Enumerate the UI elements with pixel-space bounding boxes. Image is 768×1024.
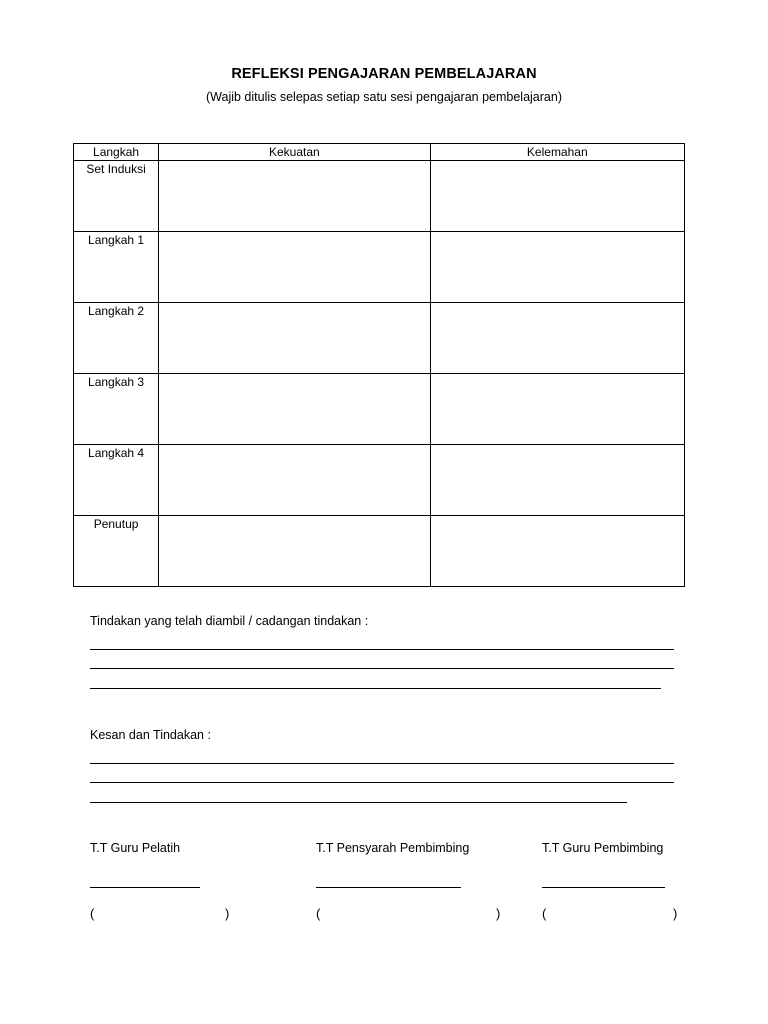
impressions-line-3[interactable] <box>90 802 627 803</box>
weakness-cell[interactable] <box>430 161 684 232</box>
actions-label: Tindakan yang telah diambil / cadangan tindakan : <box>90 614 369 628</box>
document-title: REFLEKSI PENGAJARAN PEMBELAJARAN <box>231 66 537 82</box>
weakness-cell[interactable] <box>430 374 684 445</box>
header-kekuatan: Kekuatan <box>159 144 430 161</box>
step-cell: Langkah 3 <box>74 374 159 445</box>
step-cell: Langkah 2 <box>74 303 159 374</box>
signature-line-lecturer[interactable] <box>316 887 461 888</box>
weakness-cell[interactable] <box>430 303 684 374</box>
actions-line-2[interactable] <box>90 668 674 669</box>
table-row <box>74 445 685 516</box>
reflection-table <box>73 143 685 587</box>
table-row <box>74 374 685 445</box>
name-open-paren-lecturer: ( <box>316 906 321 921</box>
step-cell: Langkah 1 <box>74 232 159 303</box>
name-open-paren-trainee: ( <box>90 906 95 921</box>
strength-cell[interactable] <box>159 161 430 232</box>
header-kelemahan: Kelemahan <box>430 144 684 161</box>
signature-label-trainee: T.T Guru Pelatih <box>90 841 181 855</box>
name-close-paren-lecturer: ) <box>496 906 501 921</box>
weakness-cell[interactable] <box>430 516 684 587</box>
impressions-label: Kesan dan Tindakan : <box>90 728 211 742</box>
document-subtitle: (Wajib ditulis selepas setiap satu sesi pengajaran pembelajaran) <box>206 90 562 104</box>
weakness-cell[interactable] <box>430 445 684 516</box>
actions-line-1[interactable] <box>90 649 674 650</box>
name-close-paren-mentor: ) <box>673 906 678 921</box>
strength-cell[interactable] <box>159 232 430 303</box>
table-row <box>74 516 685 587</box>
step-cell: Langkah 4 <box>74 445 159 516</box>
impressions-line-2[interactable] <box>90 782 674 783</box>
header-langkah: Langkah <box>74 144 159 161</box>
strength-cell[interactable] <box>159 516 430 587</box>
signature-line-mentor[interactable] <box>542 887 665 888</box>
strength-cell[interactable] <box>159 445 430 516</box>
strength-cell[interactable] <box>159 303 430 374</box>
strength-cell[interactable] <box>159 374 430 445</box>
step-cell: Set Induksi <box>74 161 159 232</box>
impressions-line-1[interactable] <box>90 763 674 764</box>
table-row <box>74 232 685 303</box>
signature-line-trainee[interactable] <box>90 887 200 888</box>
signature-label-lecturer: T.T Pensyarah Pembimbing <box>316 841 470 855</box>
table-header-row <box>74 144 685 161</box>
name-open-paren-mentor: ( <box>542 906 547 921</box>
signature-label-mentor: T.T Guru Pembimbing <box>542 841 664 855</box>
weakness-cell[interactable] <box>430 232 684 303</box>
table-row <box>74 161 685 232</box>
step-cell: Penutup <box>74 516 159 587</box>
table-row <box>74 303 685 374</box>
name-close-paren-trainee: ) <box>225 906 230 921</box>
actions-line-3[interactable] <box>90 688 661 689</box>
